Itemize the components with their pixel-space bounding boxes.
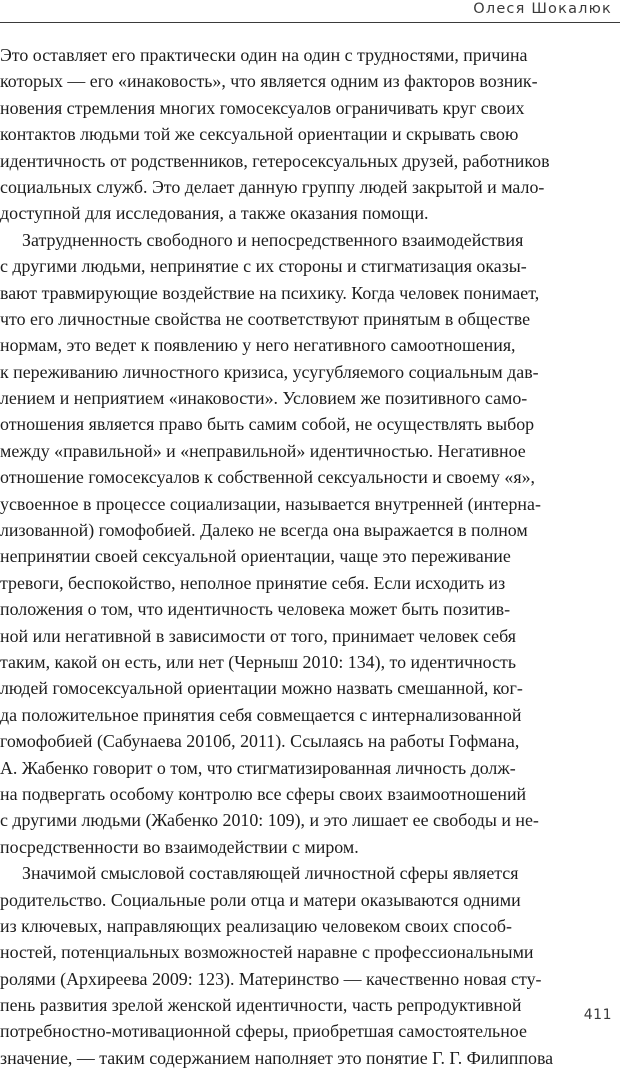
text-line: вают травмирующие воздействие на психику. Когда человек понимает, <box>0 282 540 303</box>
text-line: с другими людьми (Жабенко 2010: 109), и это лишает ее свободы и не- <box>0 810 539 831</box>
text-line: потребностно-мотивационной сферы, приобретшая самостоятельное <box>0 1021 527 1042</box>
text-line: усвоенное в процессе социализации, называется внутренней (интерна- <box>0 493 541 514</box>
text-line: социальных служб. Это делает данную группу людей закрытой и мало- <box>0 176 545 197</box>
text-line: идентичность от родственников, гетеросексуальных друзей, работников <box>0 150 550 171</box>
text-line: отношения является право быть самим собой, не осуществлять выбор <box>0 414 535 435</box>
text-line: на подвергать особому контролю все сферы своих взаимоотношений <box>0 783 527 804</box>
text-line: доступной для исследования, а также оказания помощи. <box>0 203 429 224</box>
text-line: нормам, это ведет к появлению у него негативного самоотношения, <box>0 335 516 356</box>
text-line: родительство. Социальные роли отца и матери оказываются одними <box>0 889 521 910</box>
paragraph <box>0 227 612 860</box>
text-line: которых — его «инаковость», что является одним из факторов возник- <box>0 71 538 92</box>
text-line: ностей, потенциальных возможностей наравне с профессиональными <box>0 942 534 963</box>
page-number: 411 <box>583 1007 612 1023</box>
text-line: А. Жабенко говорит о том, что стигматизированная личность долж- <box>0 757 516 778</box>
text-line: что его личностные свойства не соответствуют принятым в обществе <box>0 308 531 329</box>
text-line: лением и неприятием «инаковости». Условием же позитивного само- <box>0 388 528 409</box>
text-line: из ключевых, направляющих реализацию человеком своих способ- <box>0 915 512 936</box>
text-line: таким, какой он есть, или нет (Черныш 2010: 134), то идентичность <box>0 651 516 672</box>
text-line: ролями (Архиреева 2009: 123). Материнство — качественно новая сту- <box>0 968 542 989</box>
running-header <box>0 0 620 24</box>
text-line: значение, — таким содержанием наполняет это понятие Г. Г. Филиппова <box>0 1047 554 1068</box>
text-line: лизованной) гомофобией. Далеко не всегда она выражается в полном <box>0 520 528 541</box>
text-line: отношение гомосексуалов к собственной сексуальности и своему «я», <box>0 467 535 488</box>
text-line: Значимой смысловой составляющей личностной сферы является <box>22 863 519 884</box>
text-line: непринятии своей сексуальной ориентации, чаще это переживание <box>0 546 511 567</box>
text-line: Это оставляет его практически один на один с трудностями, причина <box>0 45 528 65</box>
header-rule <box>0 22 620 23</box>
text-line: да положительное принятия себя совмещается с интернализованной <box>0 704 522 725</box>
text-line: контактов людьми той же сексуальной ориентации и скрывать свою <box>0 124 519 145</box>
paragraph <box>0 860 612 1071</box>
paragraph <box>0 42 612 227</box>
header-author: Олеся Шокалюк <box>473 1 612 17</box>
text-line: положения о том, что идентичность человека может быть позитив- <box>0 599 511 620</box>
body-text <box>0 42 612 1071</box>
text-line: гомофобией (Сабунаева 2010б, 2011). Ссылаясь на работы Гофмана, <box>0 731 520 752</box>
text-line: к переживанию личностного кризиса, усугубляемого социальным дав- <box>0 361 539 382</box>
text-line: с другими людьми, непринятие с их стороны и стигматизация оказы- <box>0 256 527 277</box>
text-line: тревоги, беспокойство, неполное принятие себя. Если исходить из <box>0 572 506 593</box>
text-line: Затрудненность свободного и непосредственного взаимодействия <box>22 229 524 250</box>
text-line: ной или негативной в зависимости от того, принимает человек себя <box>0 625 517 646</box>
text-line: пень развития зрелой женской идентичности, часть репродуктивной <box>0 995 522 1016</box>
text-line: между «правильной» и «неправильной» идентичностью. Негативное <box>0 440 526 461</box>
text-line: новения стремления многих гомосексуалов ограничивать круг своих <box>0 97 525 118</box>
text-line: посредственности во взаимодействии с миром. <box>0 836 359 857</box>
text-line: людей гомосексуальной ориентации можно назвать смешанной, ког- <box>0 678 523 699</box>
